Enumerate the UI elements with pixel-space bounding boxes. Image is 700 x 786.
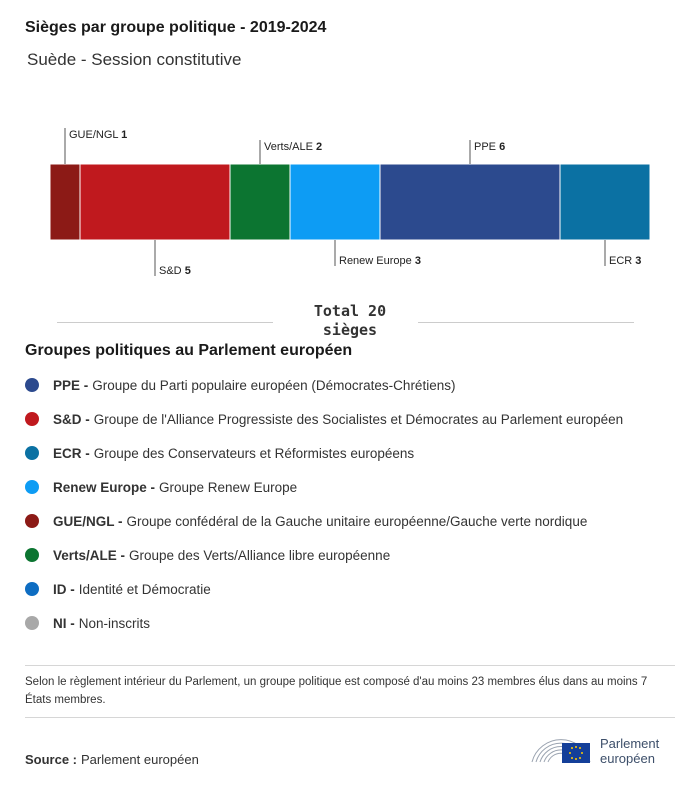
bar-segment	[230, 164, 290, 240]
segment-label-name: GUE/NGL	[69, 129, 122, 141]
legend-description: Identité et Démocratie	[78, 581, 211, 597]
segment-label-value: 3	[414, 255, 421, 267]
bar-segment	[290, 164, 380, 240]
divider-top	[25, 665, 675, 666]
logo-line2: européen	[600, 751, 655, 766]
seats-stacked-bar-chart	[0, 110, 700, 290]
legend-color-dot	[25, 412, 39, 426]
segment-label-name: Verts/ALE	[264, 141, 316, 153]
legend-item	[25, 470, 623, 504]
legend-abbr: GUE/NGL -	[53, 513, 123, 529]
segment-label-value: 6	[499, 141, 506, 153]
legend-description: Groupe du Parti populaire européen (Démocrates-Chrétiens)	[92, 377, 456, 393]
segment-label-name: PPE	[474, 141, 500, 153]
segment-label	[69, 129, 127, 141]
legend-description: Groupe des Verts/Alliance libre européenne	[129, 547, 391, 563]
bar-segment	[560, 164, 650, 240]
chart-title: Sièges par groupe politique - 2019-2024	[25, 19, 327, 36]
bar-segment	[380, 164, 560, 240]
source	[25, 752, 199, 767]
segment-label-value: 3	[635, 255, 642, 267]
legend-color-dot	[25, 582, 39, 596]
legend-color-dot	[25, 480, 39, 494]
total-divider-right	[418, 322, 634, 323]
legend-item	[25, 504, 623, 538]
total-seats-line2: sièges	[322, 321, 378, 339]
legend-color-dot	[25, 378, 39, 392]
segment-label-name: S&D	[159, 265, 185, 277]
legend	[25, 368, 623, 640]
legend-description: Groupe des Conservateurs et Réformistes européens	[93, 445, 415, 461]
legend-item	[25, 606, 623, 640]
bar-segment	[80, 164, 230, 240]
legend-description: Groupe Renew Europe	[159, 479, 298, 495]
legend-title: Groupes politiques au Parlement européen	[25, 342, 353, 359]
total-seats-line1: Total 20	[313, 302, 387, 320]
legend-abbr: PPE -	[53, 377, 89, 393]
legend-abbr: NI -	[53, 615, 75, 631]
divider-bottom	[25, 717, 675, 718]
segment-label	[159, 265, 191, 277]
source-value: Parlement européen	[81, 752, 199, 767]
legend-item	[25, 436, 623, 470]
segment-label	[609, 255, 641, 267]
segment-label	[264, 141, 322, 153]
european-parliament-logo	[528, 728, 678, 770]
legend-abbr: S&D -	[53, 411, 90, 427]
logo-line1: Parlement	[600, 736, 660, 751]
legend-abbr: ECR -	[53, 445, 90, 461]
legend-color-dot	[25, 548, 39, 562]
hemicycle-flag-icon	[528, 728, 594, 768]
segment-label-value: 1	[121, 129, 128, 141]
logo-text	[600, 736, 659, 766]
source-label: Source :	[25, 752, 78, 767]
legend-abbr: ID -	[53, 581, 75, 597]
legend-description: Non-inscrits	[78, 615, 151, 631]
legend-description: Groupe confédéral de la Gauche unitaire européenne/Gauche verte nordique	[126, 513, 588, 529]
legend-item	[25, 368, 623, 402]
segment-label	[474, 141, 505, 153]
segment-label-value: 5	[184, 265, 191, 277]
legend-abbr: Verts/ALE -	[53, 547, 126, 563]
legend-description: Groupe de l'Alliance Progressiste des Socialistes et Démocrates au Parlement européen	[93, 411, 624, 427]
segment-label-value: 2	[315, 141, 323, 153]
chart-subtitle: Suède - Session constitutive	[27, 50, 242, 69]
total-divider-left	[57, 322, 273, 323]
legend-color-dot	[25, 616, 39, 630]
legend-abbr: Renew Europe -	[53, 479, 156, 495]
legend-item	[25, 402, 623, 436]
total-seats-label	[280, 302, 420, 340]
segment-label	[339, 255, 421, 267]
legend-color-dot	[25, 446, 39, 460]
bar-segment	[50, 164, 80, 240]
legend-color-dot	[25, 514, 39, 528]
segment-label-name: Renew Europe	[339, 255, 415, 267]
segment-label-name: ECR	[609, 255, 636, 267]
legend-item	[25, 538, 623, 572]
footnote: Selon le règlement intérieur du Parlement, un groupe politique est composé d'au moins 23 membres élus dans au moins 7 États membres.	[25, 676, 648, 706]
legend-item	[25, 572, 623, 606]
